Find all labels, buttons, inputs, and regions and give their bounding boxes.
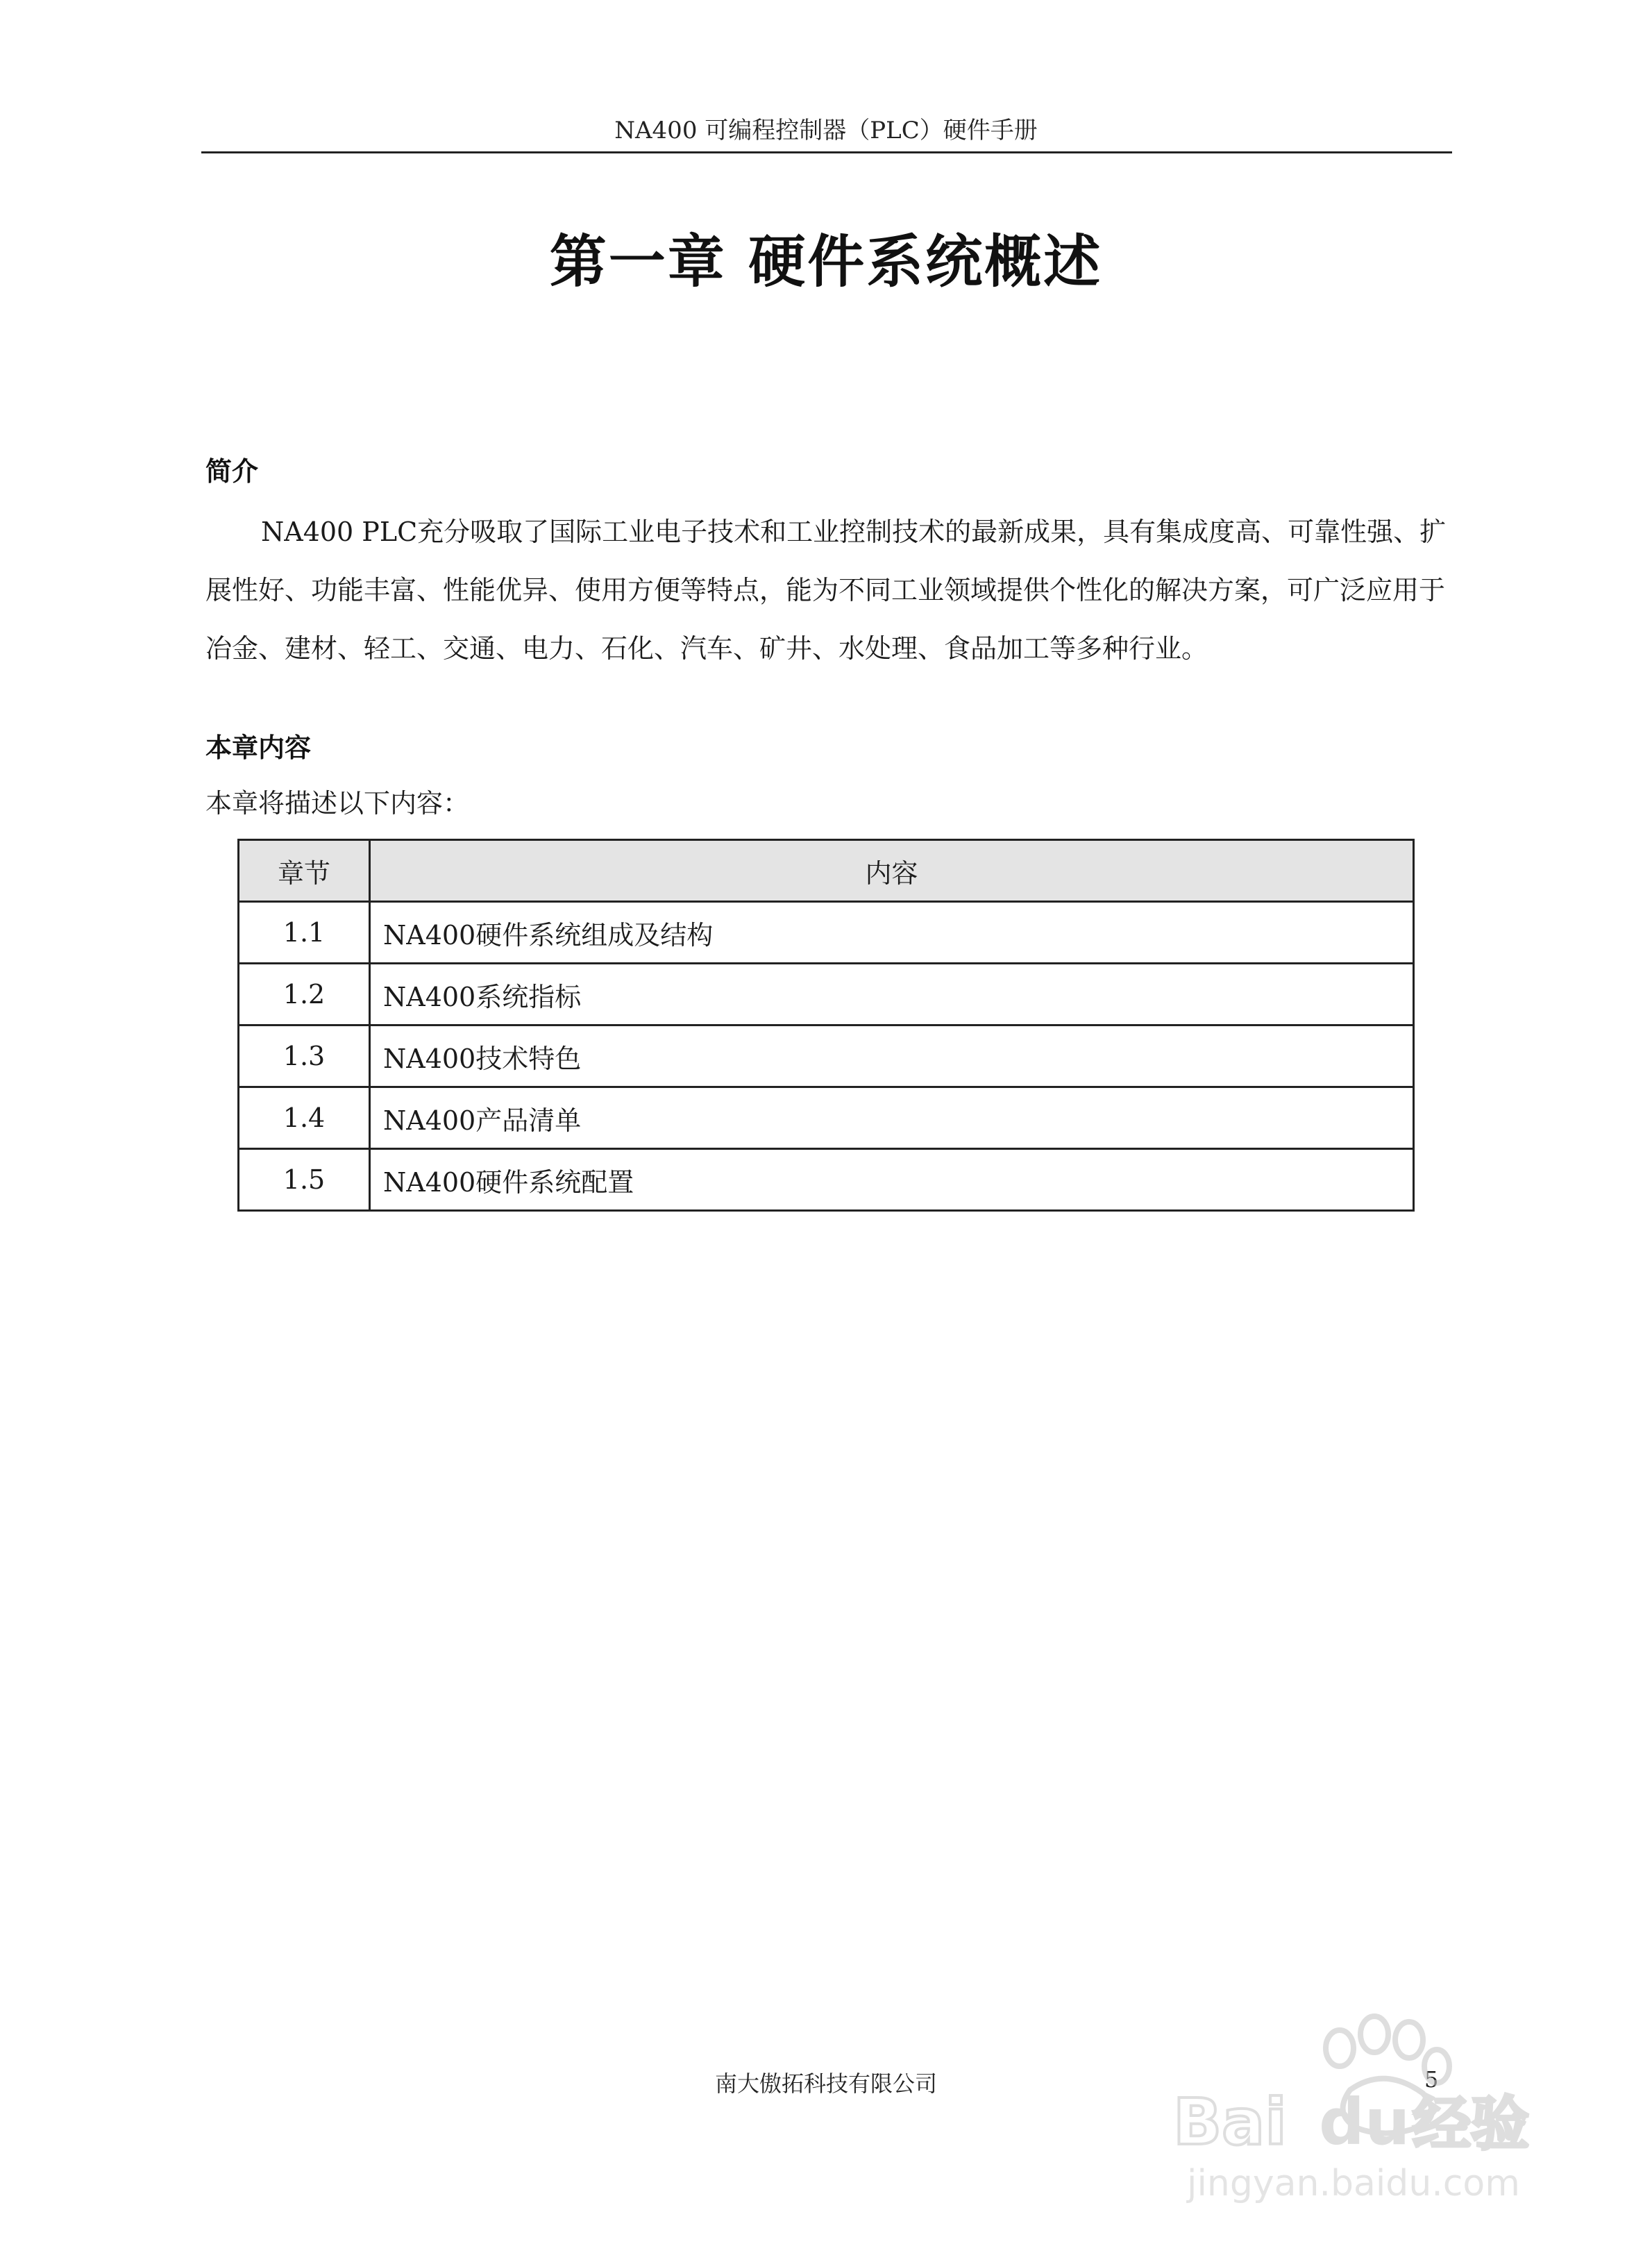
table-row bbox=[239, 1025, 1414, 1087]
section-number: 1.1 bbox=[239, 902, 370, 964]
section-title: NA400系统指标 bbox=[370, 964, 1414, 1025]
watermark-brand: Bai bbox=[1173, 2085, 1287, 2159]
contents-table bbox=[237, 839, 1415, 1212]
contents-heading: 本章内容 bbox=[205, 732, 312, 763]
table-row bbox=[239, 1087, 1414, 1149]
table-row bbox=[239, 1149, 1414, 1211]
watermark-brand-cn: 经验 bbox=[1413, 2090, 1530, 2158]
section-number: 1.5 bbox=[239, 1149, 370, 1211]
section-title: NA400硬件系统配置 bbox=[370, 1149, 1414, 1211]
contents-intro: 本章将描述以下内容： bbox=[205, 788, 470, 819]
section-title: NA400硬件系统组成及结构 bbox=[370, 902, 1414, 964]
header-rule bbox=[201, 151, 1452, 153]
section-number: 1.2 bbox=[239, 964, 370, 1025]
table-row bbox=[239, 902, 1414, 964]
header-section: 章节 bbox=[239, 840, 370, 902]
footer-company: 南大傲拓科技有限公司 bbox=[714, 2070, 937, 2097]
watermark-brand-du: du bbox=[1319, 2085, 1410, 2159]
section-number: 1.3 bbox=[239, 1025, 370, 1087]
baidu-jingyan-watermark bbox=[1166, 2000, 1555, 2208]
table-row bbox=[239, 964, 1414, 1025]
intro-paragraph: NA400 PLC充分吸取了国际工业电子技术和工业控制技术的最新成果，具有集成度高、可靠性强、扩展性好、功能丰富、性能优异、使用方便等特点，能为不同工业领域提供个性化的解决方案，可广泛应用于冶金、建材、轻工、交通、电力、石化、汽车、矿井、水处理、食品加工等多种行业。 bbox=[205, 517, 1447, 664]
header-content: 内容 bbox=[370, 840, 1414, 902]
chapter-title: 第一章 硬件系统概述 bbox=[549, 228, 1103, 295]
running-header: NA400 可编程控制器（PLC）硬件手册 bbox=[614, 117, 1038, 144]
section-number: 1.4 bbox=[239, 1087, 370, 1149]
page-number: 5 bbox=[1424, 2066, 1439, 2093]
watermark-url: jingyan.baidu.com bbox=[1187, 2163, 1520, 2204]
table-header-row bbox=[239, 840, 1414, 902]
intro-heading: 简介 bbox=[205, 455, 259, 487]
section-title: NA400技术特色 bbox=[370, 1025, 1414, 1087]
section-title: NA400产品清单 bbox=[370, 1087, 1414, 1149]
